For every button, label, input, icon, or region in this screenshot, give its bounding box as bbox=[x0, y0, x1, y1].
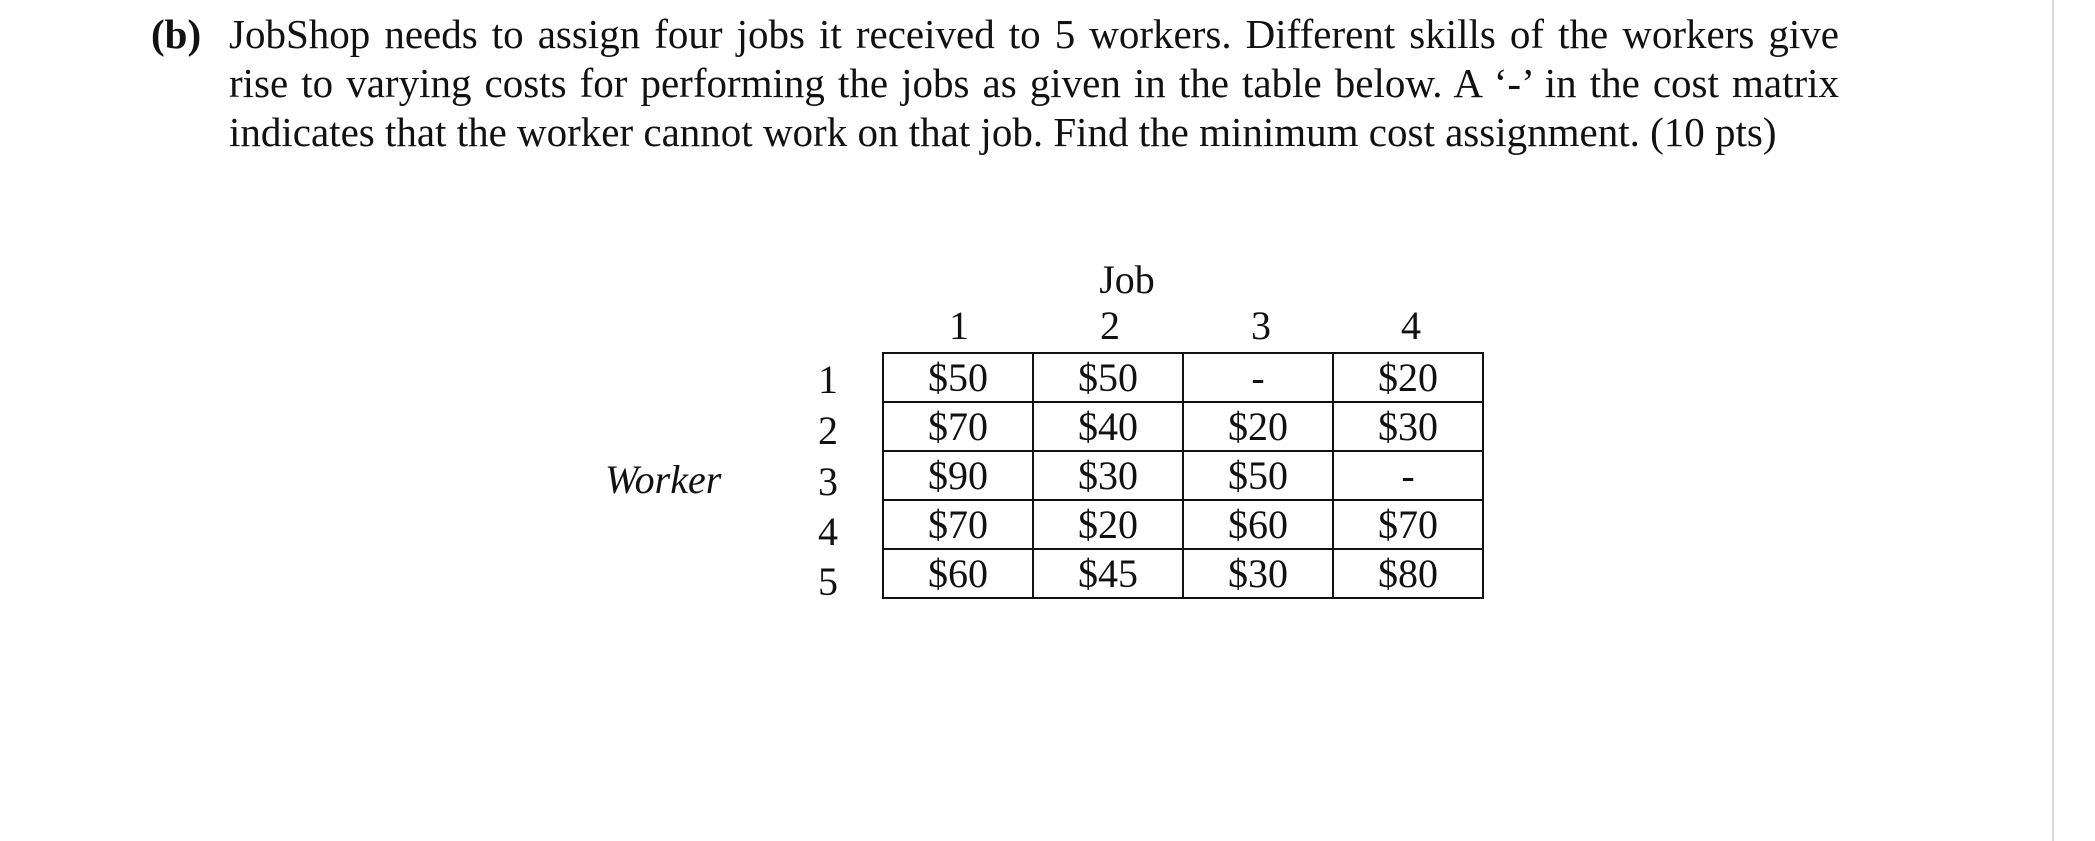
cost-cell: $80 bbox=[1333, 549, 1483, 598]
table-row bbox=[883, 402, 1483, 451]
table-row bbox=[883, 353, 1483, 402]
question-block bbox=[151, 10, 1839, 157]
cost-cell: $40 bbox=[1033, 402, 1183, 451]
worker-number-2: 2 bbox=[818, 408, 838, 453]
job-number-3: 3 bbox=[1251, 303, 1271, 348]
cost-cell: - bbox=[1183, 353, 1333, 402]
worker-row-header: Worker bbox=[605, 457, 722, 502]
job-number-4: 4 bbox=[1401, 303, 1421, 348]
cost-cell: $60 bbox=[1183, 500, 1333, 549]
cost-cell: $50 bbox=[1033, 353, 1183, 402]
cost-cell: $50 bbox=[883, 353, 1033, 402]
worker-number-1: 1 bbox=[818, 357, 838, 402]
cost-cell: $70 bbox=[883, 402, 1033, 451]
worker-number-3: 3 bbox=[818, 459, 838, 504]
cost-cell: $20 bbox=[1333, 353, 1483, 402]
job-column-header: Job bbox=[1099, 257, 1155, 302]
job-number-1: 1 bbox=[949, 303, 969, 348]
question-text: JobShop needs to assign four jobs it received to 5 workers. Different skills of the workers give rise to varying costs for performing the jobs as given in the table below. A ‘-’ in the cost matrix indicates that the worker cannot work on that job. Find the minimum cost assignment. (10 pts) bbox=[229, 11, 1839, 155]
table-row bbox=[883, 451, 1483, 500]
table-row bbox=[883, 500, 1483, 549]
cost-cell: $30 bbox=[1333, 402, 1483, 451]
question-label: (b) bbox=[151, 11, 202, 57]
cost-cell: $20 bbox=[1033, 500, 1183, 549]
cost-cell: $20 bbox=[1183, 402, 1333, 451]
worker-number-4: 4 bbox=[818, 509, 838, 554]
page-edge-divider bbox=[2052, 0, 2054, 841]
cost-cell: - bbox=[1333, 451, 1483, 500]
cost-cell: $30 bbox=[1033, 451, 1183, 500]
job-number-2: 2 bbox=[1100, 303, 1120, 348]
cost-cell: $60 bbox=[883, 549, 1033, 598]
cost-cell: $45 bbox=[1033, 549, 1183, 598]
cost-cell: $30 bbox=[1183, 549, 1333, 598]
worker-number-5: 5 bbox=[818, 559, 838, 604]
cost-cell: $70 bbox=[883, 500, 1033, 549]
cost-matrix-table bbox=[882, 352, 1484, 599]
cost-cell: $50 bbox=[1183, 451, 1333, 500]
cost-cell: $70 bbox=[1333, 500, 1483, 549]
cost-cell: $90 bbox=[883, 451, 1033, 500]
table-row bbox=[883, 549, 1483, 598]
